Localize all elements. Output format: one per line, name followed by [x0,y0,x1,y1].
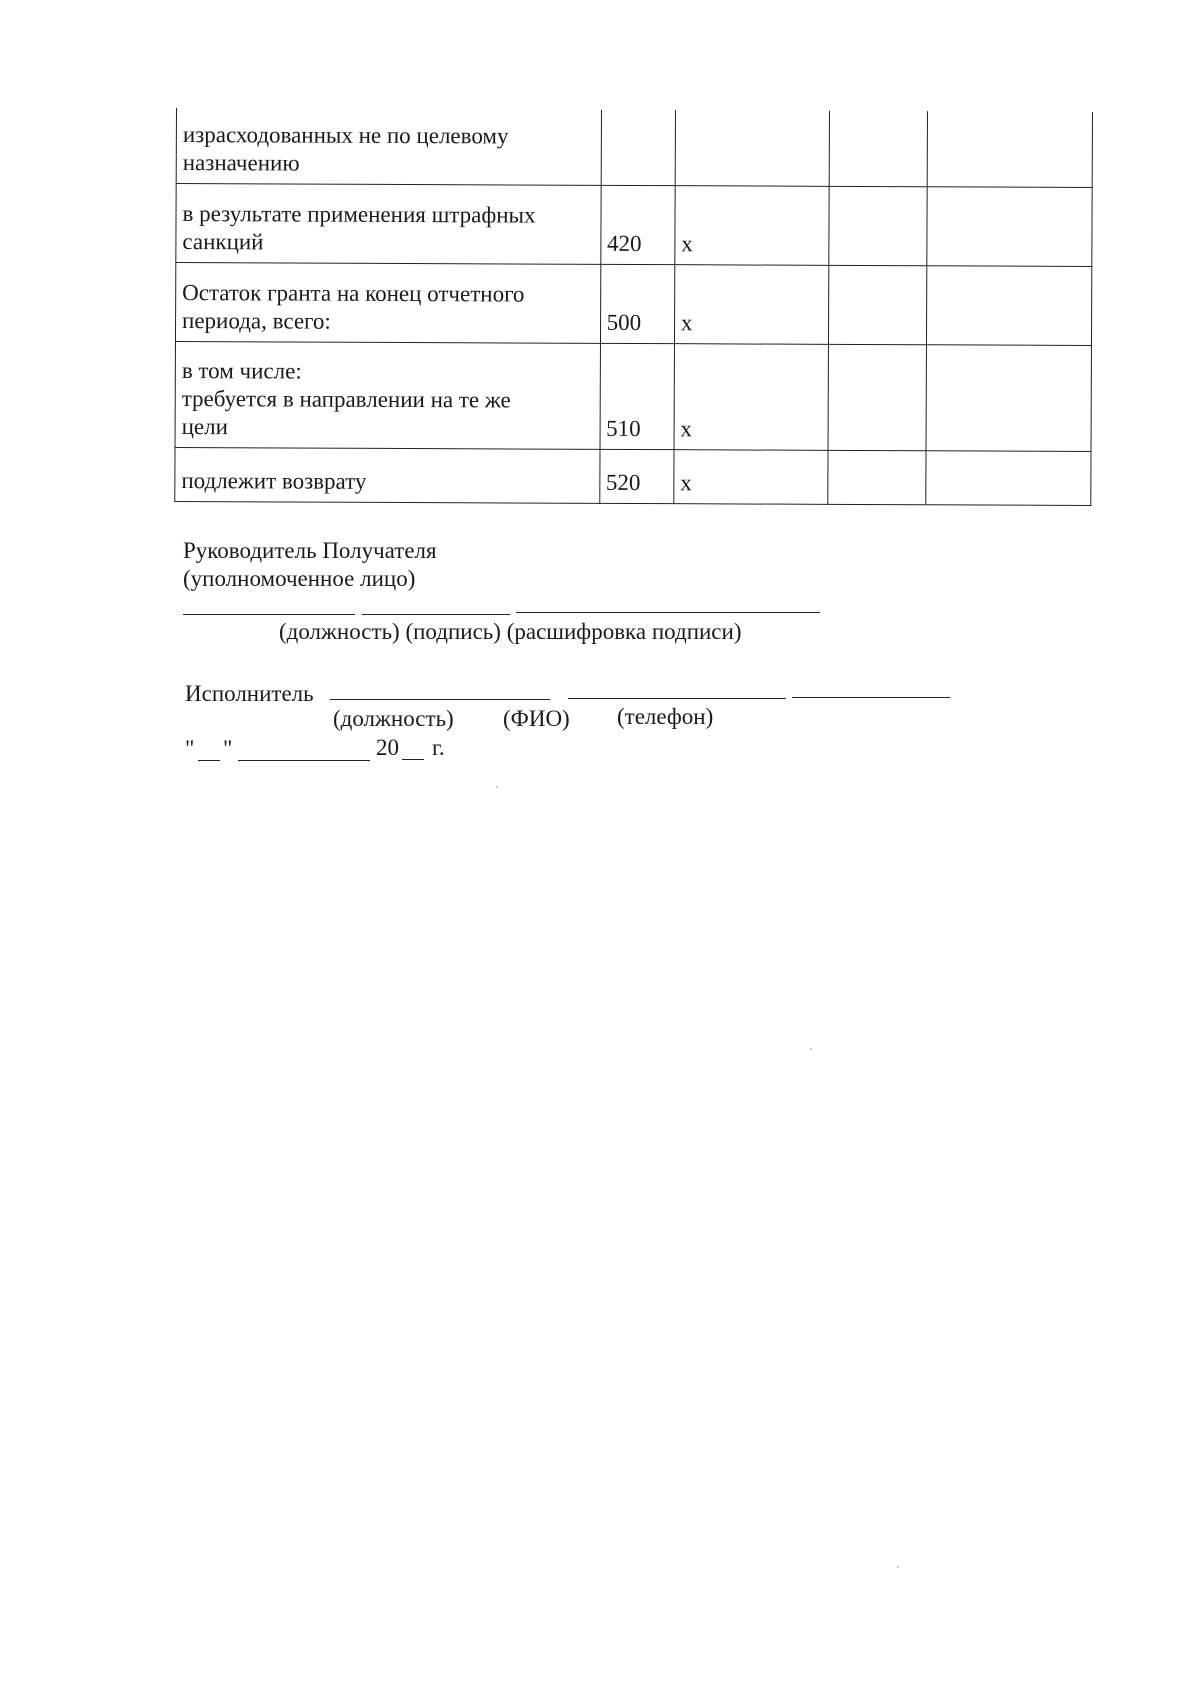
executor-caption-phone: (телефон) [617,704,714,729]
row-label: израсходованных не по целевому назначению [176,108,601,185]
row-empty-cell [926,451,1091,506]
row-code: 500 [600,264,675,343]
row-empty-cell [927,266,1092,346]
date-year-line [402,759,424,760]
row-code: 520 [599,449,674,503]
table-row [175,447,1091,505]
date-year-prefix: 20 [376,735,399,760]
row-mark: x [674,265,828,345]
row-label: в результате применения штрафных санкций [176,184,601,265]
executor-phone-line [792,697,950,698]
table-row [175,263,1091,346]
row-empty-cell [828,265,927,344]
row-code [601,110,676,186]
executor-name-line [568,698,786,699]
grant-report-table [174,108,1093,506]
executor-caption-name: (ФИО) [503,706,570,731]
scan-speck [496,786,498,788]
executor-label: Исполнитель [185,681,314,706]
head-title: Руководитель Получателя [183,538,437,563]
row-empty-cell [828,344,927,450]
row-empty-cell [828,450,927,504]
date-quote-open: " [185,736,195,761]
row-empty-cell [926,345,1091,452]
scan-speck [810,1048,812,1050]
row-empty-cell [829,111,928,187]
row-empty-cell [829,186,928,265]
position-line [183,614,355,615]
date-day-line [198,760,220,761]
decoding-line [516,612,820,613]
row-code: 420 [600,185,675,264]
executor-position-line [330,699,550,700]
row-mark [675,110,829,186]
signature-line [362,614,510,615]
table-row [176,108,1092,187]
date-quote-close: " [223,736,233,761]
head-captions: (должность) (подпись) (расшифровка подписи) [279,619,742,644]
row-empty-cell [927,187,1092,267]
row-empty-cell [928,111,1093,187]
scan-speck [897,1566,899,1568]
table-row [176,184,1092,267]
date-suffix: г. [432,735,445,760]
table-row [175,341,1091,451]
row-label: в том числе: требуется в направлении на те же цели [175,341,600,449]
row-mark: x [674,450,828,505]
head-subtitle: (уполномоченное лицо) [183,566,416,591]
row-label: Остаток гранта на конец отчетного периода, всего: [175,263,600,344]
row-mark: x [675,186,829,266]
row-mark: x [674,344,828,451]
date-month-line [238,760,370,761]
row-label: подлежит возврату [175,447,600,503]
executor-caption-position: (должность) [333,706,454,731]
row-code: 510 [600,343,675,449]
